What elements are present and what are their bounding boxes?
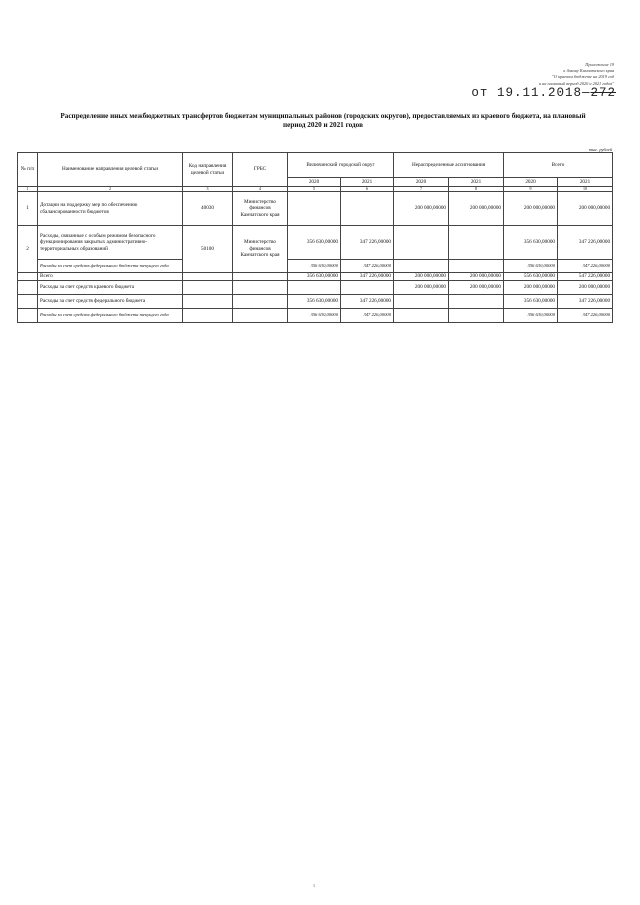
header-unallocated: Нераспределенные ассигнования [394, 153, 504, 178]
row-value [341, 192, 394, 226]
table-header-row [18, 153, 613, 178]
total-value: 356 630,00000 [288, 273, 341, 281]
stamp-date: 19.11.2018 [496, 86, 582, 100]
document-title [28, 112, 618, 130]
summary-value [341, 281, 394, 295]
row-num: 1 [18, 192, 38, 226]
header-code: Код направления целевой статьи [183, 153, 233, 187]
column-number: 8 [449, 187, 504, 192]
empty-cell [449, 260, 504, 273]
row-value: 200 000,00000 [504, 192, 558, 226]
column-number: 4 [233, 187, 288, 192]
summary-value: 347 226,00000 [341, 309, 394, 323]
summary-value [394, 295, 449, 309]
year-cell: 2021 [558, 178, 613, 187]
table-row [18, 226, 613, 260]
summary-row [18, 295, 613, 309]
row-value: 356 630,00000 [504, 226, 558, 260]
summary-value [288, 281, 341, 295]
column-number: 2 [38, 187, 183, 192]
attachment-line: и на плановый период 2020 и 2021 годов" [538, 80, 614, 86]
row-name: Расходы, связанные с особым режимом безопасного функционирования закрытых административно-территориальных образований [38, 226, 183, 260]
total-value: 556 630,00000 [504, 273, 558, 281]
row-value: 356 630,00000 [288, 260, 341, 273]
page-number: 1 [313, 883, 315, 888]
header-total: Всего [504, 153, 613, 178]
empty-cell [183, 281, 233, 295]
empty-cell [18, 309, 38, 323]
row-grbs: Министерство финансов Камчатского края [233, 192, 288, 226]
summary-value: 347 226,00000 [341, 295, 394, 309]
header-grbs: ГРБС [233, 153, 288, 187]
empty-cell [394, 260, 449, 273]
empty-cell [233, 281, 288, 295]
row-value [394, 226, 449, 260]
header-num: № п/п [18, 153, 38, 187]
row-value: 347 226,00000 [341, 226, 394, 260]
column-number: 9 [504, 187, 558, 192]
row-value: 347 226,00000 [341, 260, 394, 273]
attachment-line: к Закону Камчатского края [563, 68, 614, 74]
summary-value: 356 630,00000 [288, 295, 341, 309]
summary-value [449, 309, 504, 323]
total-value: 347 226,00000 [341, 273, 394, 281]
summary-value: 347 226,00000 [558, 295, 613, 309]
row-value: 200 000,00000 [558, 192, 613, 226]
header-vilyuchinsk: Вилючинский городской округ [288, 153, 394, 178]
attachment-line: "О краевом бюджете на 2019 год [551, 74, 614, 80]
row-value [449, 226, 504, 260]
year-cell: 2021 [341, 178, 394, 187]
total-label: Всего [38, 273, 183, 281]
summary-value [394, 309, 449, 323]
summary-label: Расходы за счет средств краевого бюджета [38, 281, 183, 295]
stamp-dash: — [581, 86, 591, 100]
summary-value: 347 226,00000 [558, 309, 613, 323]
summary-value: 356 630,00000 [504, 309, 558, 323]
row-grbs: Министерство финансов Камчатского края [233, 226, 288, 273]
row-value: 200 000,00000 [449, 192, 504, 226]
row-code: 50100 [183, 226, 233, 273]
title-line-2: период 2020 и 2021 годов [283, 121, 363, 129]
date-stamp [471, 86, 616, 100]
summary-value: 200 000,00000 [504, 281, 558, 295]
transfers-table [17, 152, 613, 323]
table-row-subitem [18, 260, 613, 273]
table-row [18, 192, 613, 226]
total-value: 200 000,00000 [449, 273, 504, 281]
summary-value: 356 630,00000 [288, 309, 341, 323]
total-value: 200 000,00000 [394, 273, 449, 281]
attachment-note [454, 62, 614, 87]
summary-row [18, 281, 613, 295]
empty-cell [18, 273, 38, 281]
row-value: 347 226,00000 [558, 260, 613, 273]
empty-cell [233, 295, 288, 309]
empty-cell [18, 295, 38, 309]
attachment-line: Приложение 19 [585, 62, 614, 67]
title-line-1: Распределение иных межбюджетных трансфертов бюджетам муниципальных районов (городских округов), предоставляемых из краевого бюджета, на плановый [60, 112, 586, 120]
total-value: 547 226,00000 [558, 273, 613, 281]
summary-value: 200 000,00000 [449, 281, 504, 295]
empty-cell [18, 281, 38, 295]
column-number: 10 [558, 187, 613, 192]
summary-value: 356 630,00000 [504, 295, 558, 309]
stamp-prefix: от [471, 86, 489, 100]
year-cell: 2021 [449, 178, 504, 187]
summary-value: 200 000,00000 [558, 281, 613, 295]
year-cell: 2020 [394, 178, 449, 187]
row-code: 40030 [183, 192, 233, 226]
column-number: 6 [341, 187, 394, 192]
summary-label: Расходы за счет средств федерального бюджета текущего года [38, 309, 183, 323]
column-number: 5 [288, 187, 341, 192]
units-label: тыс. рублей [588, 147, 612, 152]
row-name: Расходы за счет средств федерального бюджета текущего года [38, 260, 183, 273]
column-number: 3 [183, 187, 233, 192]
empty-cell [183, 273, 233, 281]
row-value [288, 192, 341, 226]
summary-label: Расходы за счет средств федерального бюджета [38, 295, 183, 309]
year-cell: 2020 [288, 178, 341, 187]
summary-value: 200 000,00000 [394, 281, 449, 295]
stamp-number: 272 [590, 86, 616, 100]
row-name: Дотации на поддержку мер по обеспечению сбалансированности бюджетов [38, 192, 183, 226]
header-name: Наименование направления целевой статьи [38, 153, 183, 187]
year-cell: 2020 [504, 178, 558, 187]
empty-cell [183, 309, 233, 323]
empty-cell [233, 273, 288, 281]
row-num: 2 [18, 226, 38, 273]
row-value: 356 630,00000 [504, 260, 558, 273]
summary-row [18, 309, 613, 323]
row-value: 356 630,00000 [288, 226, 341, 260]
summary-value [449, 295, 504, 309]
total-row [18, 273, 613, 281]
row-value: 347 226,00000 [558, 226, 613, 260]
empty-cell [233, 309, 288, 323]
column-number: 1 [18, 187, 38, 192]
column-number: 7 [394, 187, 449, 192]
empty-cell [183, 295, 233, 309]
row-value: 200 000,00000 [394, 192, 449, 226]
